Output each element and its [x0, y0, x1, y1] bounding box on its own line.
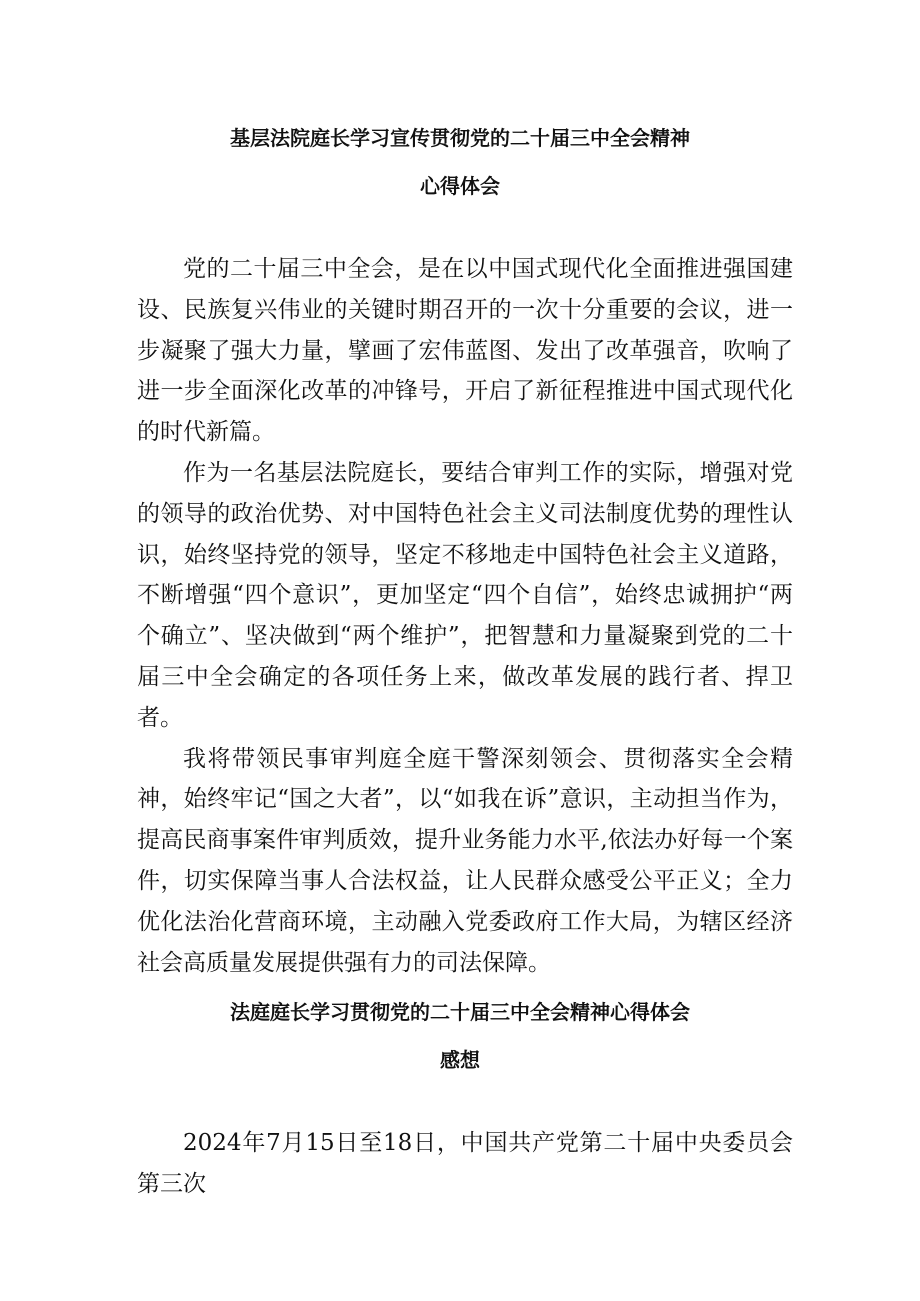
article2-body — [137, 1123, 793, 1205]
article2-paragraph-1: 2024年7月15日至18日，中国共产党第二十届中央委员会第三次 — [137, 1130, 793, 1197]
article1-paragraph-1: 党的二十届三中全会，是在以中国式现代化全面推进强国建设、民族复兴伟业的关键时期召开的一次十分重要的会议，进一步凝聚了强大力量，擘画了宏伟蓝图、发出了改革强音，吹响了进一步全面深化改革的冲锋号，开启了新征程推进中国式现代化的时代新篇。 — [137, 256, 793, 446]
article1-body — [137, 249, 793, 983]
article1-paragraph-3: 我将带领民事审判庭全庭干警深刻领会、贯彻落实全会精神，始终牢记“国之大者”，以“如我在诉”意识，主动担当作为，提高民商事案件审判质效，提升业务能力水平,依法办好每一个案件，切实保障当事人合法权益，让人民群众感受公平正义；全力优化法治化营商环境，主动融入党委政府工作大局，为辖区经济社会高质量发展提供强有力的司法保障。 — [137, 745, 793, 976]
article2-title-line2: 感想 — [440, 1048, 480, 1072]
article2-title-line1: 法庭庭长学习贯彻党的二十届三中全会精神心得体会 — [230, 1000, 690, 1024]
article1-paragraph-2: 作为一名基层法院庭长，要结合审判工作的实际，增强对党的领导的政治优势、对中国特色社会主义司法制度优势的理性认识，始终坚持党的领导，坚定不移地走中国特色社会主义道路，不断增强“四个意识”，更加坚定“四个自信”，始终忠诚拥护“两个确立”、坚决做到“两个维护”，把智慧和力量凝聚到党的二十届三中全会确定的各项任务上来，做改革发展的践行者、捍卫者。 — [137, 459, 793, 731]
article1-title — [0, 114, 920, 210]
article2-title — [0, 988, 920, 1084]
article1-title-line1: 基层法院庭长学习宣传贯彻党的二十届三中全会精神 — [230, 126, 690, 150]
article1-title-line2: 心得体会 — [420, 174, 500, 198]
